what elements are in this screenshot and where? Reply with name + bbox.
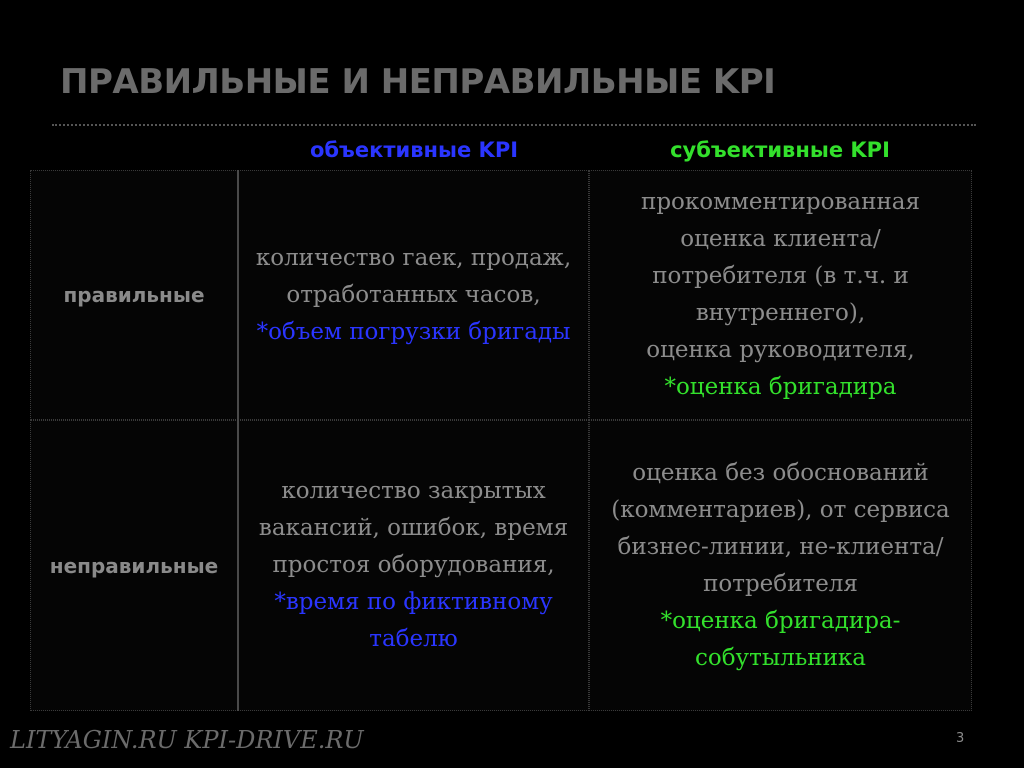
text-line: (комментариев), от сервиса <box>611 496 950 523</box>
text-line: оценка клиента/ <box>680 226 881 252</box>
highlight-line: *время по фиктивному <box>274 589 553 615</box>
cell-text <box>641 184 920 406</box>
text-line: оценка руководителя, <box>646 337 915 363</box>
title-divider <box>52 124 976 126</box>
text-line: отработанных часов, <box>286 281 541 308</box>
cell-text <box>259 473 568 658</box>
column-header-objective: объективные KPI <box>309 138 519 162</box>
text-line: бизнес-линии, не-клиента/ <box>617 533 944 560</box>
column-divider <box>237 170 239 711</box>
column-header-subjective: субъективные KPI <box>670 138 890 162</box>
text-line: внутреннего), <box>695 300 866 326</box>
page-number: 3 <box>956 731 965 746</box>
highlight-line: табелю <box>369 626 458 652</box>
text-line: прокомментированная <box>640 189 920 215</box>
highlight-line: собутыльника <box>694 644 867 671</box>
highlight-line: *оценка бригадира- <box>660 607 901 634</box>
text-line: потребителя (в т.ч. и <box>652 263 909 289</box>
cell-incorrect-subjective <box>589 420 972 711</box>
kpi-table <box>30 170 972 711</box>
row-label-incorrect: неправильные <box>49 553 219 578</box>
row-label-correct: правильные <box>63 283 205 307</box>
text-line: оценка без обоснований <box>632 459 929 486</box>
footer-sites: LITYAGIN.RU KPI-DRIVE.RU <box>10 726 364 754</box>
cell-correct-objective <box>238 170 589 420</box>
cell-text <box>611 455 950 677</box>
cell-correct-subjective <box>589 170 972 420</box>
row-label-cell-correct <box>30 170 238 420</box>
highlight-line: *объем погрузки бригады <box>256 318 571 345</box>
text-line: количество гаек, продаж, <box>255 244 572 271</box>
text-line: количество закрытых <box>281 478 546 504</box>
cell-text <box>256 240 571 351</box>
text-line: потребителя <box>703 570 858 597</box>
row-label-cell-incorrect <box>30 420 238 711</box>
slide-title: ПРАВИЛЬНЫЕ И НЕПРАВИЛЬНЫЕ KPI <box>60 62 776 102</box>
text-line: вакансий, ошибок, время <box>258 515 569 541</box>
text-line: простоя оборудования, <box>272 552 555 578</box>
cell-incorrect-objective <box>238 420 589 711</box>
highlight-line: *оценка бригадира <box>664 374 897 400</box>
